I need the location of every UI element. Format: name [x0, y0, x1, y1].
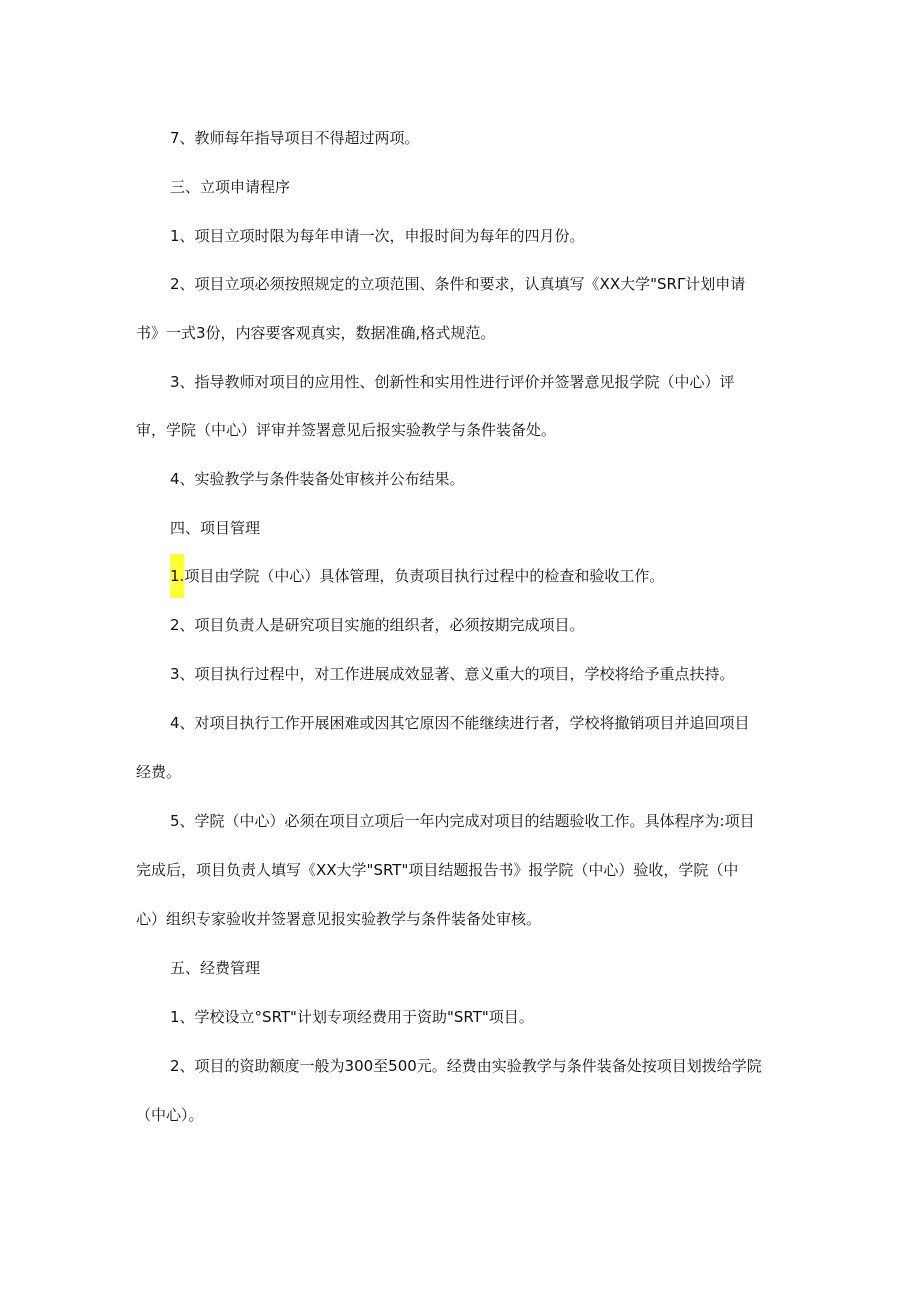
paragraph-funding-2-line-2: （中心）。: [136, 1106, 204, 1124]
paragraph-rule-7: 7、教师每年指导项目不得超过两项。: [170, 129, 420, 147]
paragraph-application-3-line-2: 审，学院（中心）评审并签署意见后报实验教学与条件装备处。: [136, 421, 557, 439]
paragraph-management-3: 3、项目执行过程中，对工作进展成效显著、意义重大的项目，学校将给予重点扶持。: [170, 665, 735, 683]
paragraph-management-1-text: 项目由学院（中心）具体管理，负责项目执行过程中的检查和验收工作。: [184, 567, 665, 585]
paragraph-funding-1: 1、学校设立°SRT"计划专项经费用于资助"SRT"项目。: [170, 1008, 534, 1026]
paragraph-management-5-line-2: 完成后，项目负责人填写《XX大学"SRT"项目结题报告书》报学院（中心）验收，学院（中: [136, 861, 739, 879]
paragraph-management-5-line-3: 心）组织专家验收并签署意见报实验教学与条件装备处审核。: [136, 910, 542, 928]
section-heading-management: 四、项目管理: [170, 519, 261, 537]
paragraph-funding-2-line-1: 2、项目的资助额度一般为300至500元。经费由实验教学与条件装备处按项目划拨给学院: [170, 1057, 762, 1075]
paragraph-management-2: 2、项目负责人是研究项目实施的组织者，必须按期完成项目。: [170, 616, 585, 634]
paragraph-application-4: 4、实验教学与条件装备处审核并公布结果。: [170, 470, 465, 488]
paragraph-management-4-line-1: 4、对项目执行工作开展困难或因其它原因不能继续进行者，学校将撤销项目并追回项目: [170, 714, 750, 732]
paragraph-application-2-line-2: 书》一式3份，内容要客观真实，数据准确,格式规范。: [136, 324, 496, 342]
paragraph-application-1: 1、项目立项时限为每年申请一次，申报时间为每年的四月份。: [170, 227, 585, 245]
paragraph-application-3-line-1: 3、指导教师对项目的应用性、创新性和实用性进行评价并签署意见报学院（中心）评: [170, 373, 735, 391]
paragraph-management-4-line-2: 经费。: [136, 763, 182, 781]
paragraph-application-2-line-1: 2、项目立项必须按照规定的立项范围、条件和要求，认真填写《XX大学"SRΓ计划申请: [170, 275, 746, 293]
paragraph-management-5-line-1: 5、学院（中心）必须在项目立项后一年内完成对项目的结题验收工作。具体程序为:项目: [170, 812, 755, 830]
paragraph-management-1: [170, 566, 820, 586]
section-heading-application: 三、立项申请程序: [170, 178, 291, 196]
section-heading-funding: 五、经费管理: [170, 959, 261, 977]
highlight-marker: 1.: [170, 554, 184, 598]
